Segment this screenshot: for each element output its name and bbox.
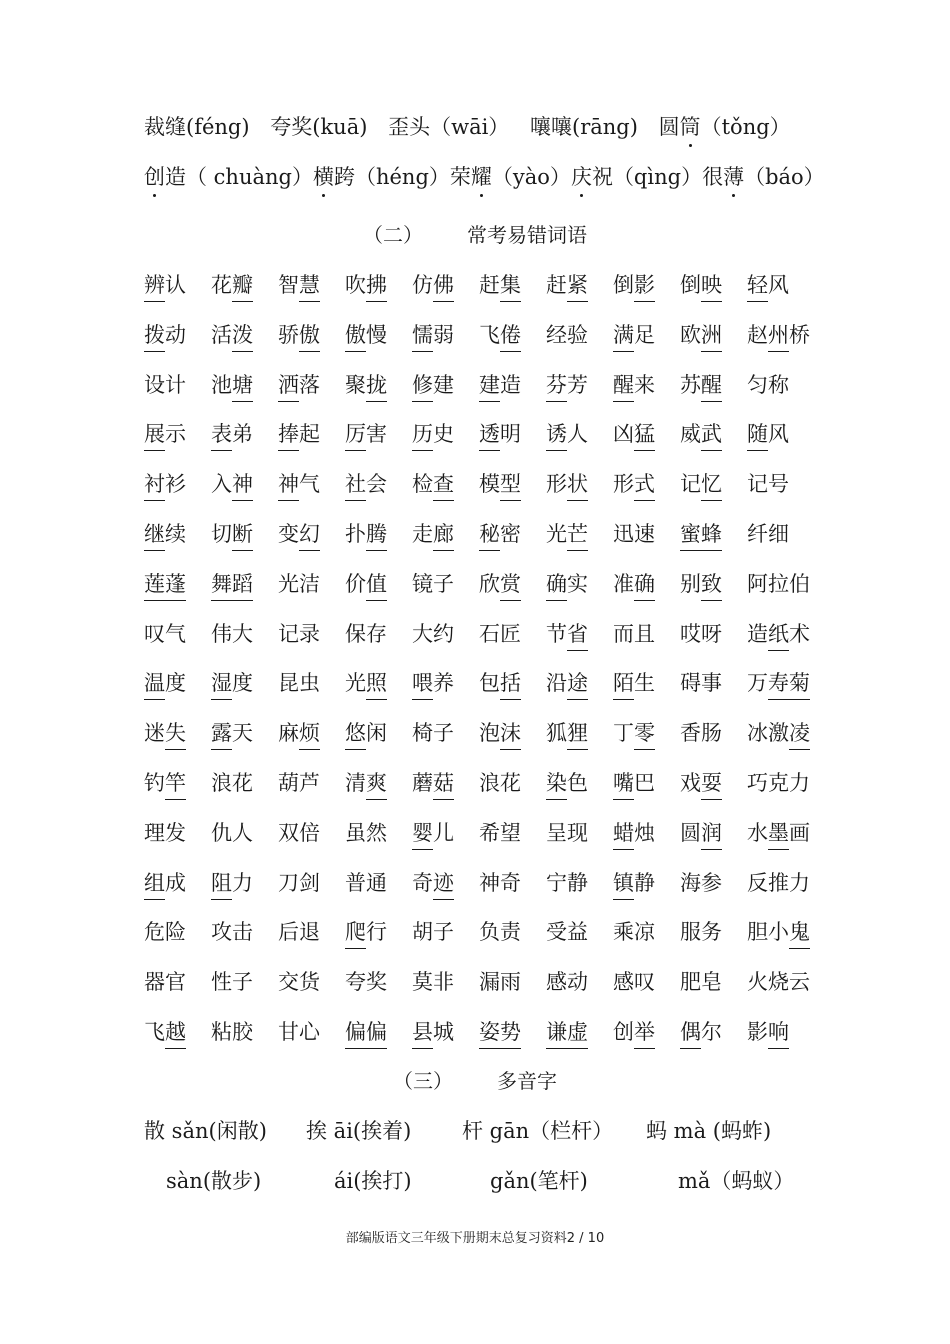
vocab-word: 理发 [144,820,186,845]
vocab-word: 准确 [613,569,680,601]
vocab-word: 欣赏 [479,569,546,601]
word-row [144,868,814,918]
vocab-word: 检查 [412,469,479,501]
vocab-word: 危险 [144,920,186,945]
pinyin-item: 很薄（báo） [702,165,825,189]
vocab-word: 傲慢 [345,320,412,352]
vocab-word: 骄傲 [278,320,345,352]
vocab-word: 洒落 [278,370,345,402]
word-row [144,668,814,718]
vocab-word: 宁静 [546,870,588,895]
vocab-word: 形式 [613,469,680,501]
vocab-word: 肥皂 [680,970,722,995]
vocab-word: 影响 [747,1017,814,1049]
vocab-word: 透明 [479,419,546,451]
vocab-word: 希望 [479,820,521,845]
vocab-word: 叹气 [144,621,186,646]
vocab-word: 冰激凌 [747,718,814,750]
vocab-word: 丁零 [613,718,680,750]
vocab-word: 浪花 [211,770,253,795]
vocab-word: 飞越 [144,1017,211,1049]
vocab-word: 历史 [412,419,479,451]
section-heading-3 [0,1066,950,1096]
vocab-word: 感动 [546,970,588,995]
vocab-word: 偏偏 [345,1017,412,1049]
vocab-word: 阿拉伯 [747,571,810,596]
vocab-word: 水墨画 [747,818,814,850]
vocab-word: 感叹 [613,970,655,995]
vocab-word: 拨动 [144,320,211,352]
vocab-word: 香肠 [680,721,722,746]
vocab-word: 胡子 [412,920,454,945]
vocab-word: 继续 [144,519,211,551]
vocab-word: 诱人 [546,419,613,451]
vocab-word: 秘密 [479,519,546,551]
word-row [144,818,814,868]
section-number: （三） [393,1069,453,1093]
vocab-word: 池塘 [211,370,278,402]
section-title: 多音字 [497,1069,557,1093]
vocab-word: 飞倦 [479,320,546,352]
vocab-word: 攻击 [211,920,253,945]
word-row [144,1017,814,1067]
word-row [144,320,814,370]
vocab-word: 随风 [747,419,814,451]
vocab-word: 泡沫 [479,718,546,750]
vocab-word: 欧洲 [680,320,747,352]
vocab-word: 呈现 [546,820,588,845]
vocab-word: 姿势 [479,1017,546,1049]
vocab-word: 记录 [278,621,320,646]
vocab-word: 倒影 [613,270,680,302]
vocab-word: 记忆 [680,469,747,501]
vocab-word: 纤细 [747,521,789,546]
vocab-word: 神气 [278,469,345,501]
vocab-word: 赶集 [479,270,546,302]
word-row [144,370,814,420]
vocab-word: 赶紧 [546,270,613,302]
vocab-word: 组成 [144,868,211,900]
vocab-word: 沿途 [546,668,613,700]
polyphone-item: mǎ（蚂蚁） [678,1169,795,1193]
vocab-word: 嘴巴 [613,768,680,800]
vocab-word: 甘心 [278,1019,320,1044]
vocab-word: 入神 [211,469,278,501]
vocab-word: 石匠 [479,621,521,646]
vocab-word: 莲蓬 [144,569,211,601]
vocab-word: 夸奖 [345,970,387,995]
word-row [144,718,814,768]
word-row [144,768,814,818]
vocab-word: 变幻 [278,519,345,551]
vocab-word: 舞蹈 [211,569,278,601]
vocab-word: 性子 [211,970,253,995]
vocab-word: 修建 [412,370,479,402]
vocab-word: 辨认 [144,270,211,302]
vocab-word: 苏醒 [680,370,747,402]
vocab-word: 圆润 [680,818,747,850]
section-number: （二） [363,223,423,247]
vocab-word: 染色 [546,768,613,800]
vocab-word: 凶猛 [613,419,680,451]
pinyin-row-2 [144,162,825,192]
vocab-word: 乘凉 [613,920,655,945]
vocab-word: 刀剑 [278,870,320,895]
vocab-word: 受益 [546,920,588,945]
pinyin-item: 荣耀（yào） [449,165,571,189]
vocab-word: 爬行 [345,917,412,949]
vocab-word: 光芒 [546,519,613,551]
polyphone-item: 蚂 mà (蚂蚱) [646,1119,772,1143]
word-row [144,619,814,669]
pinyin-item: 庆祝（qìng） [570,165,703,189]
word-row [144,270,814,320]
vocab-word: 活泼 [211,320,278,352]
vocab-word: 经验 [546,322,588,347]
vocab-word: 麻烦 [278,718,345,750]
vocab-word: 葫芦 [278,770,320,795]
page-footer: 部编版语文三年级下册期末总复习资料2 / 10 [345,1231,605,1246]
pinyin-item: 嚷嚷(rāng) [530,115,638,139]
pinyin-item: 歪头（wāi） [388,115,510,139]
vocab-word: 普通 [345,870,387,895]
vocab-word: 花瓣 [211,270,278,302]
vocab-word: 走廊 [412,519,479,551]
vocab-word: 仇人 [211,820,253,845]
vocab-word: 智慧 [278,270,345,302]
vocab-word: 哎呀 [680,621,722,646]
vocab-word: 清爽 [345,768,412,800]
vocab-word: 阻力 [211,868,278,900]
vocab-word: 戏耍 [680,768,747,800]
vocab-word: 创举 [613,1017,680,1049]
vocab-word: 火烧云 [747,970,810,995]
vocab-word: 温度 [144,668,211,700]
vocab-word: 扑腾 [345,519,412,551]
vocab-word: 威武 [680,419,747,451]
vocab-word: 狐狸 [546,718,613,750]
vocab-word: 交货 [278,970,320,995]
polyphone-item: gǎn(笔杆) [490,1169,588,1193]
vocab-word: 大约 [412,621,454,646]
vocab-word: 模型 [479,469,546,501]
vocab-word: 谦虚 [546,1017,613,1049]
vocab-word: 悠闲 [345,718,412,750]
vocab-word: 倒映 [680,270,747,302]
vocab-word: 造纸术 [747,619,814,651]
vocab-word: 包括 [479,668,546,700]
pinyin-item: 圆筒（tǒng） [658,115,791,139]
vocab-word: 镇静 [613,868,680,900]
vocab-word: 迷失 [144,718,211,750]
vocab-word: 蜡烛 [613,818,680,850]
vocab-word: 衬衫 [144,469,211,501]
vocab-word: 粘胶 [211,1019,253,1044]
vocab-word: 价值 [345,569,412,601]
vocab-word: 后退 [278,920,320,945]
vocab-word: 捧起 [278,419,345,451]
vocab-word: 节省 [546,619,613,651]
vocab-word: 海参 [680,870,722,895]
vocab-word: 喂养 [412,668,479,700]
vocab-word: 懦弱 [412,320,479,352]
vocab-word: 负责 [479,920,521,945]
vocab-word: 万寿菊 [747,668,814,700]
polyphone-item: 杆 gān（栏杆） [462,1119,614,1143]
vocab-word: 蘑菇 [412,768,479,800]
pinyin-item: 创造（ chuàng） [144,165,313,189]
vocab-word: 迅速 [613,521,655,546]
vocab-word: 莫非 [412,970,454,995]
pinyin-row-1 [144,112,805,142]
word-row [144,569,814,619]
vocab-word: 露天 [211,718,278,750]
vocab-word: 陌生 [613,668,680,700]
vocab-word: 而且 [613,621,655,646]
word-grid [144,270,814,1067]
word-row [144,917,814,967]
vocab-word: 确实 [546,569,613,601]
vocab-word: 仿佛 [412,270,479,302]
word-row [144,519,814,569]
vocab-word: 镜子 [412,571,454,596]
vocab-word: 双倍 [278,820,320,845]
vocab-word: 椅子 [412,721,454,746]
vocab-word: 虽然 [345,820,387,845]
vocab-word: 保存 [345,621,387,646]
vocab-word: 光照 [345,668,412,700]
vocab-word: 赵州桥 [747,320,814,352]
vocab-word: 匀称 [747,372,789,397]
word-row [144,469,814,519]
vocab-word: 奇迹 [412,868,479,900]
word-row [144,419,814,469]
vocab-word: 形状 [546,469,613,501]
vocab-word: 神奇 [479,870,521,895]
vocab-word: 设计 [144,372,186,397]
vocab-word: 婴儿 [412,818,479,850]
vocab-word: 记号 [747,472,789,497]
vocab-word: 吹拂 [345,270,412,302]
vocab-word: 碍事 [680,671,722,696]
vocab-word: 器官 [144,970,186,995]
vocab-word: 切断 [211,519,278,551]
vocab-word: 建造 [479,370,546,402]
vocab-word: 服务 [680,920,722,945]
vocab-word: 蜜蜂 [680,519,747,551]
vocab-word: 社会 [345,469,412,501]
polyphone-item: 散 sǎn(闲散) [144,1119,267,1143]
pinyin-item: 裁缝(féng) [144,115,250,139]
vocab-word: 反推力 [747,870,810,895]
section-title: 常考易错词语 [467,223,587,247]
polyphone-item: sàn(散步) [166,1169,262,1193]
vocab-word: 聚拢 [345,370,412,402]
vocab-word: 表弟 [211,419,278,451]
vocab-word: 胆小鬼 [747,917,814,949]
vocab-word: 别致 [680,569,747,601]
vocab-word: 醒来 [613,370,680,402]
vocab-word: 湿度 [211,668,278,700]
vocab-word: 伟大 [211,621,253,646]
vocab-word: 厉害 [345,419,412,451]
pinyin-item: 横跨（héng） [312,165,450,189]
vocab-word: 县城 [412,1017,479,1049]
vocab-word: 昆虫 [278,671,320,696]
word-row [144,967,814,1017]
vocab-word: 漏雨 [479,970,521,995]
vocab-word: 轻风 [747,270,814,302]
vocab-word: 钓竿 [144,768,211,800]
vocab-word: 展示 [144,419,211,451]
polyphone-item: 挨 āi(挨着) [306,1119,412,1143]
pinyin-item: 夸奖(kuā) [270,115,368,139]
vocab-word: 光洁 [278,571,320,596]
section-heading-2 [0,220,950,250]
vocab-word: 偶尔 [680,1017,747,1049]
vocab-word: 满足 [613,320,680,352]
vocab-word: 芬芳 [546,370,613,402]
vocab-word: 浪花 [479,770,521,795]
vocab-word: 巧克力 [747,770,810,795]
polyphone-item: ái(挨打) [334,1169,412,1193]
